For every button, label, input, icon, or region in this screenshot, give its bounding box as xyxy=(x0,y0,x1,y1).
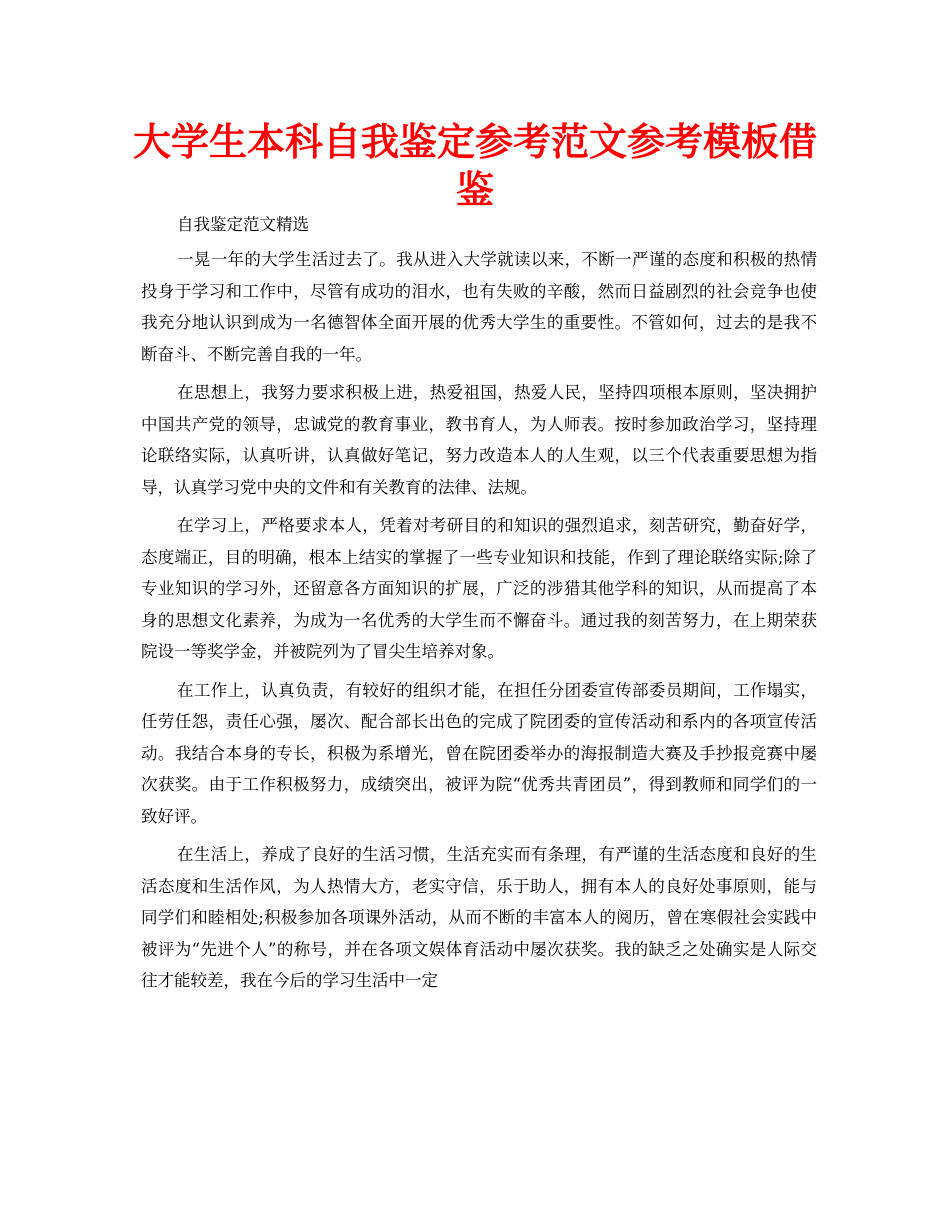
paragraph-life: 在生活上，养成了良好的生活习惯，生活充实而有条理，有严谨的生活态度和良好的生活态度和生活作风，为人热情大方，老实守信，乐于助人，拥有本人的良好处事原则，能与同学们和睦相处;积极参加各项课外活动，从而不断的丰富本人的阅历，曾在寒假社会实践中被评为“先进个人”的称号，并在各项文娱体育活动中屡次获奖。我的缺乏之处确实是人际交往才能较差，我在今后的学习生活中一定 xyxy=(141,845,817,990)
paragraph-work: 在工作上，认真负责，有较好的组织才能，在担任分团委宣传部委员期间，工作塌实，任劳任怨，责任心强，屡次、配合部长出色的完成了院团委的宣传活动和系内的各项宣传活动。我结合本身的专长，积极为系增光，曾在院团委举办的海报制造大赛及手抄报竞赛中屡次获奖。由于工作积极努力，成绩突出，被评为院“优秀共青团员”，得到教师和同学们的一致好评。 xyxy=(141,680,817,826)
document-subtitle: 自我鉴定范文精选 xyxy=(177,215,309,234)
document-title: 大学生本科自我鉴定参考范文参考模板借鉴 xyxy=(132,120,817,212)
document-body xyxy=(141,208,817,997)
paragraph-study: 在学习上，严格要求本人，凭着对考研目的和知识的强烈追求，刻苦研究，勤奋好学，态度端正，目的明确，根本上结实的掌握了一些专业知识和技能，作到了理论联络实际;除了专业知识的学习外，还留意各方面知识的扩展，广泛的涉猎其他学科的知识，从而提高了本身的思想文化素养，为成为一名优秀的大学生而不懈奋斗。通过我的刻苦努力，在上期荣获院设一等奖学金，并被院列为了冒尖生培养对象。 xyxy=(141,516,817,661)
paragraph-ideology: 在思想上，我努力要求积极上进，热爱祖国，热爱人民，坚持四项根本原则，坚决拥护中国共产党的领导，忠诚党的教育事业，教书育人，为人师表。按时参加政治学习，坚持理论联络实际，认真听讲，认真做好笔记，努力改造本人的人生观，以三个代表重要思想为指导，认真学习党中央的文件和有关教育的法律、法规。 xyxy=(141,383,817,497)
paragraph-intro: 一晃一年的大学生活过去了。我从进入大学就读以来，不断一严谨的态度和积极的热情投身于学习和工作中，尽管有成功的泪水，也有失败的辛酸，然而日益剧烈的社会竞争也使我充分地认识到成为一名德智体全面开展的优秀大学生的重要性。不管如何，过去的是我不断奋斗、不断完善自我的一年。 xyxy=(141,250,817,364)
